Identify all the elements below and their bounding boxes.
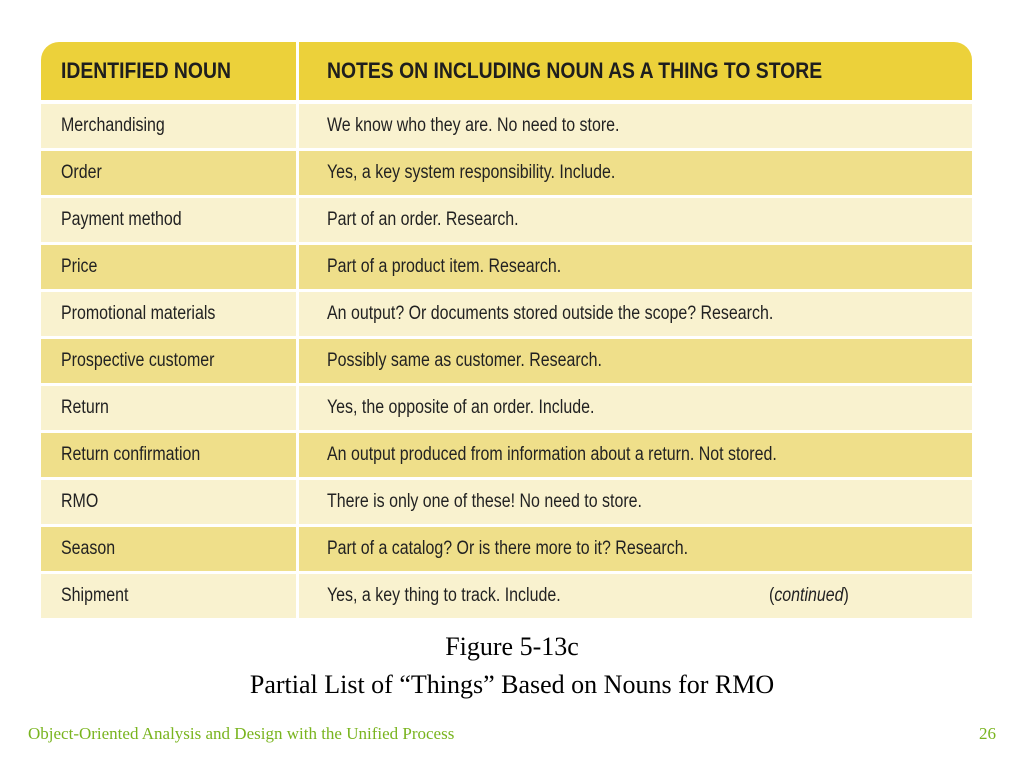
footer-page-number: 26 (979, 724, 996, 743)
noun-cell: Return confirmation (41, 432, 297, 479)
noun-cell: Season (41, 526, 297, 573)
note-cell: Part of an order. Research. (297, 197, 972, 244)
table-row (41, 573, 972, 619)
header-notes: NOTES ON INCLUDING NOUN AS A THING TO STORE (297, 42, 972, 102)
table-header-row (41, 42, 972, 102)
note-cell: An output produced from information about a return. Not stored. (297, 432, 972, 479)
nouns-table (41, 42, 972, 618)
table-row (41, 102, 972, 150)
table-row (41, 197, 972, 244)
table-row (41, 338, 972, 385)
table-row (41, 479, 972, 526)
note-cell: Possibly same as customer. Research. (297, 338, 972, 385)
noun-cell: Prospective customer (41, 338, 297, 385)
table-row (41, 150, 972, 197)
table-row (41, 244, 972, 291)
note-cell: There is only one of these! No need to store. (297, 479, 972, 526)
noun-cell: Payment method (41, 197, 297, 244)
footer-course-title: Object-Oriented Analysis and Design with the Unified Process (28, 724, 455, 743)
note-cell: An output? Or documents stored outside the scope? Research. (297, 291, 972, 338)
note-cell: Part of a catalog? Or is there more to it? Research. (297, 526, 972, 573)
note-cell: Part of a product item. Research. (297, 244, 972, 291)
header-identified-noun: IDENTIFIED NOUN (41, 42, 297, 102)
table-row (41, 291, 972, 338)
note-cell: Yes, the opposite of an order. Include. (297, 385, 972, 432)
continued-marker: (continued) (768, 585, 849, 606)
noun-cell: Shipment (41, 573, 297, 619)
noun-cell: Order (41, 150, 297, 197)
nouns-table-container (41, 42, 972, 618)
note-cell: Yes, a key system responsibility. Include. (297, 150, 972, 197)
table-row (41, 526, 972, 573)
note-cell: Yes, a key thing to track. Include. (continued) (297, 573, 972, 619)
figure-number: Figure 5-13c (445, 632, 579, 661)
noun-cell: Promotional materials (41, 291, 297, 338)
noun-cell: RMO (41, 479, 297, 526)
noun-cell: Merchandising (41, 102, 297, 150)
noun-cell: Return (41, 385, 297, 432)
note-cell: We know who they are. No need to store. (297, 102, 972, 150)
table-row (41, 385, 972, 432)
noun-cell: Price (41, 244, 297, 291)
figure-caption: Partial List of “Things” Based on Nouns for RMO (249, 670, 775, 699)
table-row (41, 432, 972, 479)
table-body (41, 102, 972, 618)
